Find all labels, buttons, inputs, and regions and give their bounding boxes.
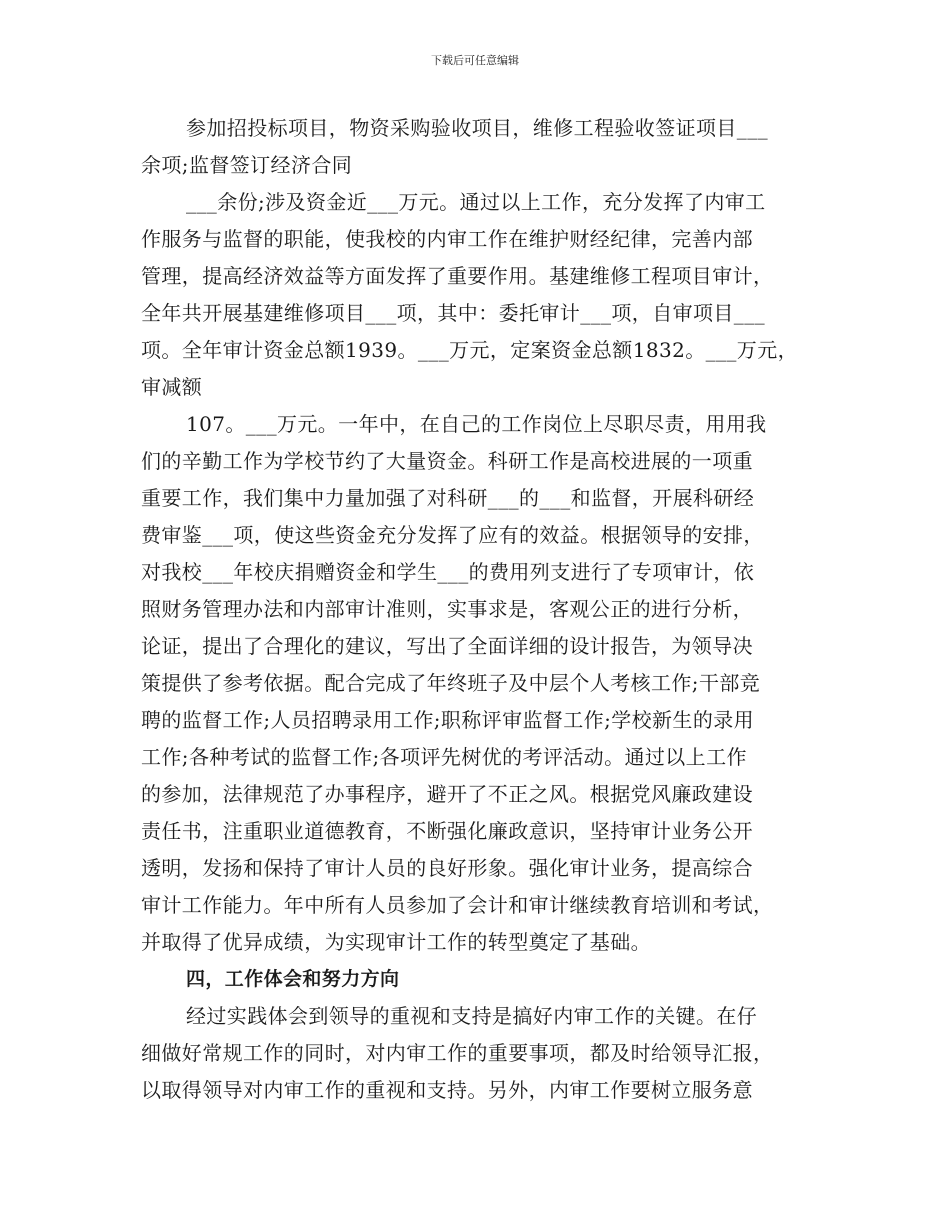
body-text-line: 107。___万元。一年中，在自己的工作岗位上尽职尽责，用用我 [186,412,767,436]
body-text-line: 责任书，注重职业道德教育，不断强化廉政意识，坚持审计业务公开 [141,819,753,843]
body-text-line: 作服务与监督的职能，使我校的内审工作在维护财经纪律，完善内部 [141,227,753,251]
body-text-line: 聘的监督工作;人员招聘录用工作;职称评审监督工作;学校新生的录用 [141,708,755,732]
document-body [141,110,811,1109]
body-text-line: 透明，发扬和保持了审计人员的良好形象。强化审计业务，提高综合 [141,856,753,880]
body-text-line: 对我校___年校庆捐赠资金和学生___的费用列支进行了专项审计，依 [141,560,755,584]
body-text-line: 审计工作能力。年中所有人员参加了会计和审计继续教育培训和考试， [141,893,774,917]
body-text-line: 重要工作，我们集中力量加强了对科研___的___和监督，开展科研经 [141,486,755,510]
body-text-line: 工作;各种考试的监督工作;各项评先树优的考评活动。通过以上工作 [141,745,747,769]
body-text-line: 论证，提出了合理化的建议，写出了全面详细的设计报告，为领导决 [141,634,753,658]
body-text-line: 经过实践体会到领导的重视和支持是搞好内审工作的关键。在仔 [186,1004,758,1028]
body-text-line: 余项;监督签订经济合同 [141,153,353,177]
body-text-line: 全年共开展基建维修项目___项，其中：委托审计___项，自审项目___ [141,301,765,325]
page-header: 下载后可任意编辑 [431,54,519,67]
body-text-line: 并取得了优异成绩，为实现审计工作的转型奠定了基础。 [141,930,651,954]
body-text-line: 费审鉴___项，使这些资金充分发挥了应有的效益。根据领导的安排， [141,523,764,547]
body-text-line: 项。全年审计资金总额1939。___万元，定案资金总额1832。___万元， [141,338,798,362]
body-text-line: 的参加，法律规范了办事程序，避开了不正之风。根据党风廉政建设 [141,782,753,806]
body-text-line: 以取得领导对内审工作的重视和支持。另外，内审工作要树立服务意 [141,1078,753,1102]
body-text-line: 照财务管理办法和内部审计准则，实事求是，客观公正的进行分析， [141,597,753,621]
body-text-line: 管理，提高经济效益等方面发挥了重要作用。基建维修工程项目审计， [141,264,774,288]
body-text-line: 们的辛勤工作为学校节约了大量资金。科研工作是高校进展的一项重 [141,449,753,473]
body-text-line: ___余份;涉及资金近___万元。通过以上工作，充分发挥了内审工 [186,190,766,214]
body-text-line: 细做好常规工作的同时，对内审工作的重要事项，都及时给领导汇报， [141,1041,774,1065]
body-text-line: 审减额 [141,375,203,399]
body-text-line: 参加招投标项目，物资采购验收项目，维修工程验收签证项目___ [186,116,768,140]
body-text-line: 策提供了参考依据。配合完成了年终班子及中层个人考核工作;干部竞 [141,671,761,695]
section-heading: 四，工作体会和努力方向 [186,968,400,990]
